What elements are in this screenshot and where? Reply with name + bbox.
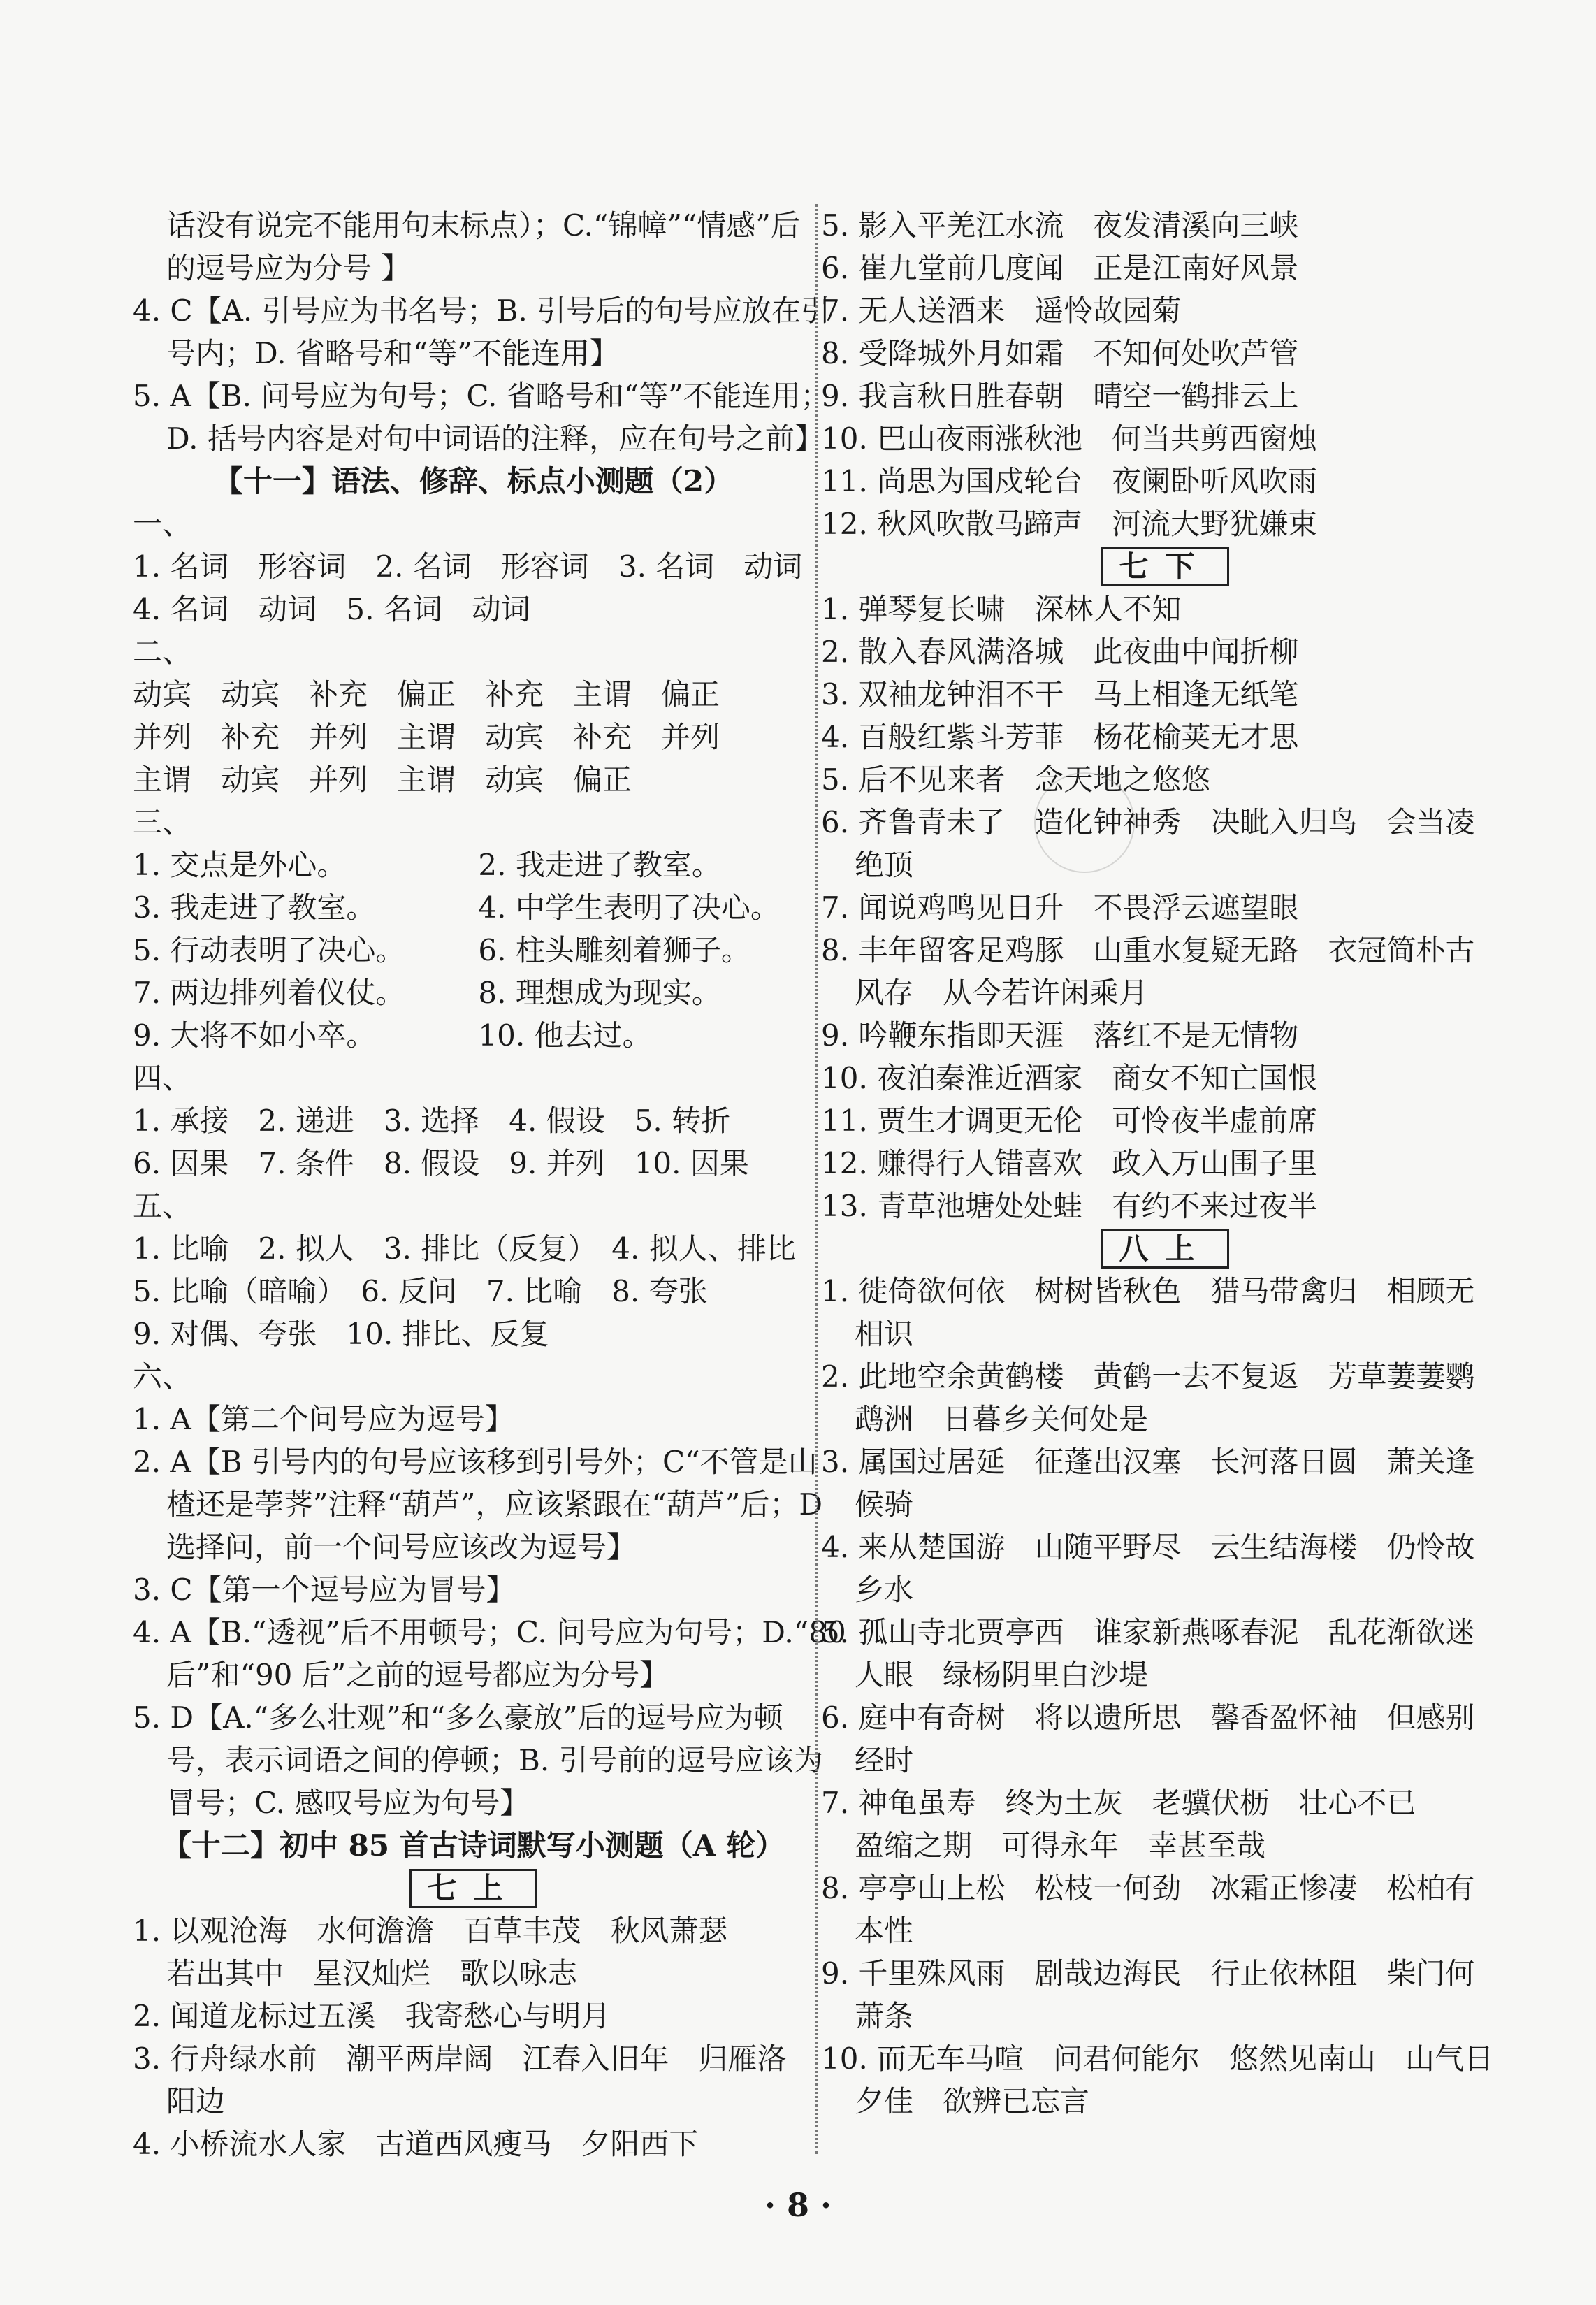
- section-box-label: 八上: [1101, 1229, 1228, 1269]
- answer-line: 2. 散入春风满洛城 此夜曲中闻折柳: [821, 635, 1299, 669]
- answer-line: 人眼 绿杨阴里白沙堤: [855, 1658, 1149, 1692]
- answer-line: 五、: [133, 1189, 192, 1223]
- answer-line: 动宾 动宾 补充 偏正 补充 主谓 偏正: [133, 677, 720, 711]
- section-title: 【十一】语法、修辞、标点小测题（2）: [213, 464, 734, 498]
- answer-line: 10. 而无车马喧 问君何能尔 悠然见南山 山气日: [821, 2042, 1494, 2076]
- answer-line: 号，表示词语之间的停顿；B. 引号前的逗号应该为: [166, 1743, 823, 1777]
- answer-line: 盈缩之期 可得永年 幸甚至哉: [855, 1828, 1266, 1863]
- answer-line: D. 括号内容是对句中词语的注释，应在句号之前】: [166, 421, 824, 456]
- answer-line: 阳边: [166, 2084, 226, 2118]
- answer-line: 1. 以观沧海 水何澹澹 百草丰茂 秋风萧瑟: [133, 1914, 728, 1948]
- answer-line: 6. 因果 7. 条件 8. 假设 9. 并列 10. 因果: [133, 1146, 749, 1180]
- answer-line: 号内；D. 省略号和“等”不能连用】: [166, 336, 619, 370]
- answer-line: 4. 名词 动词 5. 名词 动词: [133, 592, 530, 626]
- answer-line: 候骑: [855, 1487, 914, 1522]
- answer-line: 8. 受降城外月如霜 不知何处吹芦管: [821, 336, 1299, 370]
- answer-line: 11. 尚思为国戍轮台 夜阑卧听风吹雨: [821, 464, 1318, 498]
- answer-line: 话没有说完不能用句末标点）；C.“锦幛”“情感”后: [166, 208, 800, 243]
- answer-line: 3. 行舟绿水前 潮平两岸阔 江春入旧年 归雁洛: [133, 2042, 787, 2076]
- answer-line: 1. 徙倚欲何依 树树皆秋色 猎马带禽归 相顾无: [821, 1274, 1475, 1308]
- answer-line: 3. 双袖龙钟泪不干 马上相逢无纸笔: [821, 677, 1299, 711]
- section-heading-row: [821, 545, 1509, 588]
- answer-line: 3. C【第一个逗号应为冒号】: [133, 1573, 516, 1607]
- answer-line: 9. 吟鞭东指即天涯 落红不是无情物: [821, 1018, 1299, 1053]
- answer-line: 绝顶: [855, 848, 914, 882]
- answer-line: 1. 名词 形容词 2. 名词 形容词 3. 名词 动词: [133, 549, 803, 584]
- section-title: 【十二】初中 85 首古诗词默写小测题（A 轮）: [162, 1828, 785, 1863]
- answer-line: 一、: [133, 507, 192, 541]
- answer-line: 13. 青草池塘处处蛙 有约不来过夜半: [821, 1189, 1318, 1223]
- answer-line: 5. 后不见来者 念天地之悠悠: [821, 763, 1211, 797]
- answer-line: 1. 比喻 2. 拟人 3. 排比（反复） 4. 拟人、排比: [133, 1231, 796, 1266]
- answer-line: 楂还是荸荠”注释“葫芦”，应该紧跟在“葫芦”后；D: [166, 1487, 823, 1522]
- answer-line: 9. 我言秋日胜春朝 晴空一鹤排云上: [821, 379, 1299, 413]
- answer-line: 3. 我走进了教室。 4. 中学生表明了决心。: [133, 890, 780, 925]
- answer-line: 乡水: [855, 1573, 914, 1607]
- answer-line: 四、: [133, 1061, 192, 1095]
- answer-line: 三、: [133, 805, 192, 839]
- answer-line: 的逗号应为分号 】: [166, 251, 411, 285]
- answer-line: 1. 弹琴复长啸 深林人不知: [821, 592, 1182, 626]
- answer-line: 9. 千里殊风雨 剧哉边海民 行止依林阻 柴门何: [821, 1956, 1475, 1990]
- answer-line: 4. 来从楚国游 山随平野尽 云生结海楼 仍怜故: [821, 1530, 1475, 1564]
- answer-line: 8. 丰年留客足鸡豚 山重水复疑无路 衣冠简朴古: [821, 933, 1475, 967]
- answer-line: 夕佳 欲辨已忘言: [855, 2084, 1090, 2118]
- answer-line: 萧条: [855, 1999, 914, 2033]
- answer-line: 二、: [133, 635, 192, 669]
- answer-line: 12. 秋风吹散马蹄声 河流大野犹嫌束: [821, 507, 1318, 541]
- answer-line: 2. A【B 引号内的句号应该移到引号外；C“不管是山: [133, 1445, 818, 1479]
- answer-line: 风存 从今若许闲乘月: [855, 976, 1149, 1010]
- answer-line: 1. 承接 2. 递进 3. 选择 4. 假设 5. 转折: [133, 1104, 731, 1138]
- answer-line: 7. 神龟虽寿 终为土灰 老骥伏枥 壮心不已: [821, 1786, 1416, 1820]
- page-number: · 8 ·: [764, 2186, 832, 2224]
- answer-line: 9. 对偶、夸张 10. 排比、反复: [133, 1317, 549, 1351]
- section-box-label: 七上: [409, 1869, 537, 1908]
- answer-line: 6. 齐鲁青未了 造化钟神秀 决眦入归鸟 会当凌: [821, 805, 1475, 839]
- answer-line: 10. 巴山夜雨涨秋池 何当共剪西窗烛: [821, 421, 1318, 456]
- left-column: [133, 204, 846, 2165]
- answer-line: 5. 行动表明了决心。 6. 柱头雕刻着狮子。: [133, 933, 750, 967]
- answer-line: 2. 此地空余黄鹤楼 黄鹤一去不复返 芳草萋萋鹦: [821, 1359, 1475, 1394]
- answer-line: 4. 百般红紫斗芳菲 杨花榆荚无才思: [821, 720, 1299, 754]
- answer-line: 4. C【A. 引号应为书名号；B. 引号后的句号应放在引: [133, 294, 831, 328]
- section-heading-row: [133, 1867, 814, 1909]
- answer-line: 5. A【B. 问号应为句号；C. 省略号和“等”不能连用；: [133, 379, 830, 413]
- answer-line: 4. A【B.“透视”后不用顿号；C. 问号应为句号；D.“80: [133, 1615, 846, 1649]
- section-heading-row: [821, 1227, 1509, 1270]
- answer-line: 9. 大将不如小卒。 10. 他去过。: [133, 1018, 652, 1053]
- answer-line: 经时: [855, 1743, 914, 1777]
- answer-line: 12. 赚得行人错喜欢 政入万山围子里: [821, 1146, 1318, 1180]
- answer-line: 5. 比喻（暗喻） 6. 反问 7. 比喻 8. 夸张: [133, 1274, 708, 1308]
- answer-line: 5. 影入平羌江水流 夜发清溪向三峡: [821, 208, 1299, 243]
- answer-line: 6. 崔九堂前几度闻 正是江南好风景: [821, 251, 1299, 285]
- answer-line: 5. 孤山寺北贾亭西 谁家新燕啄春泥 乱花渐欲迷: [821, 1615, 1475, 1649]
- column-divider: [815, 204, 818, 2154]
- answer-line: 相识: [855, 1317, 914, 1351]
- answer-line: 后”和“90 后”之前的逗号都应为分号】: [166, 1658, 669, 1692]
- answer-line: 7. 闻说鸡鸣见日升 不畏浮云遮望眼: [821, 890, 1299, 925]
- answer-line: 1. A【第二个问号应为逗号】: [133, 1402, 514, 1436]
- answer-line: 7. 无人送酒来 遥怜故园菊: [821, 294, 1182, 328]
- section-box-label: 七下: [1101, 547, 1228, 586]
- answer-line: 冒号；C. 感叹号应为句号】: [166, 1786, 530, 1820]
- answer-line: 11. 贾生才调更无伦 可怜夜半虚前席: [821, 1104, 1318, 1138]
- answer-line: 若出其中 星汉灿烂 歌以咏志: [166, 1956, 578, 1990]
- answer-line: 5. D【A.“多么壮观”和“多么豪放”后的逗号应为顿: [133, 1700, 783, 1735]
- answer-line: 6. 庭中有奇树 将以遗所思 馨香盈怀袖 但感别: [821, 1700, 1475, 1735]
- answer-line: 8. 亭亭山上松 松枝一何劲 冰霜正惨凄 松柏有: [821, 1871, 1475, 1905]
- answer-line: 3. 属国过居延 征蓬出汉塞 长河落日圆 萧关逢: [821, 1445, 1475, 1479]
- answer-line: 10. 夜泊秦淮近酒家 商女不知亡国恨: [821, 1061, 1318, 1095]
- answer-line: 主谓 动宾 并列 主谓 动宾 偏正: [133, 763, 632, 797]
- watermark-stamp: [1034, 772, 1135, 873]
- answer-line: 本性: [855, 1914, 914, 1948]
- answer-line: 2. 闻道龙标过五溪 我寄愁心与明月: [133, 1999, 611, 2033]
- answer-line: 六、: [133, 1359, 192, 1394]
- answer-line: 鹉洲 日暮乡关何处是: [855, 1402, 1149, 1436]
- right-column: [821, 204, 1509, 2123]
- answer-line: 选择问，前一个问号应该改为逗号】: [166, 1530, 637, 1564]
- answer-line: 1. 交点是外心。 2. 我走进了教室。: [133, 848, 721, 882]
- answer-line: 4. 小桥流水人家 古道西风瘦马 夕阳西下: [133, 2127, 699, 2161]
- answer-line: 7. 两边排列着仪仗。 8. 理想成为现实。: [133, 976, 721, 1010]
- answer-line: 并列 补充 并列 主谓 动宾 补充 并列: [133, 720, 720, 754]
